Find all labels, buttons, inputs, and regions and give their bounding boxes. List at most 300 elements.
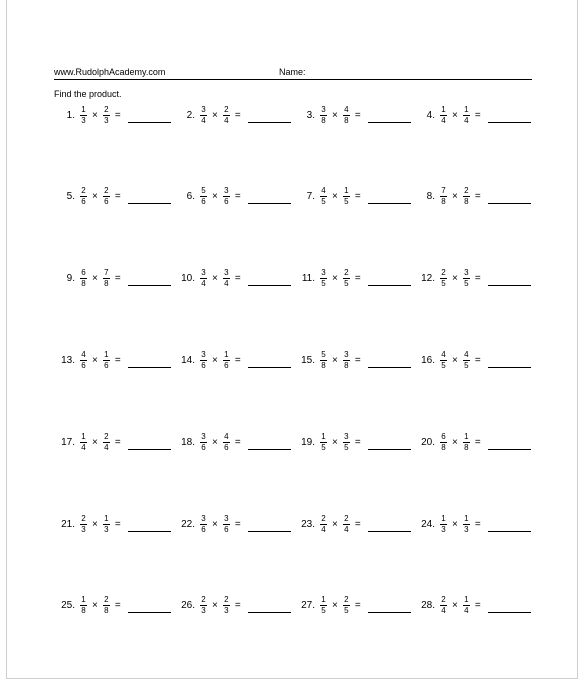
fraction bbox=[80, 269, 87, 288]
name-label: Name: bbox=[279, 67, 306, 77]
denominator: 5 bbox=[321, 279, 326, 289]
numerator: 3 bbox=[464, 268, 469, 278]
numerator: 4 bbox=[224, 431, 229, 441]
fraction bbox=[103, 269, 110, 288]
equals-sign: = bbox=[234, 273, 241, 285]
numerator: 4 bbox=[321, 186, 326, 196]
numerator: 1 bbox=[464, 431, 469, 441]
times-sign: × bbox=[212, 354, 218, 366]
denominator: 8 bbox=[81, 606, 86, 616]
fraction bbox=[343, 351, 350, 370]
denominator: 5 bbox=[344, 606, 349, 616]
denominator: 8 bbox=[441, 442, 446, 452]
fraction bbox=[320, 106, 327, 125]
times-sign: × bbox=[452, 436, 458, 448]
problem bbox=[174, 264, 294, 294]
answer-blank[interactable] bbox=[248, 273, 291, 286]
answer-blank[interactable] bbox=[368, 437, 411, 450]
problem bbox=[174, 591, 294, 621]
equals-sign: = bbox=[474, 109, 481, 121]
denominator: 6 bbox=[104, 360, 109, 370]
problem bbox=[174, 100, 294, 130]
numerator: 1 bbox=[81, 104, 86, 114]
times-sign: × bbox=[332, 436, 338, 448]
problem-number: 22. bbox=[181, 518, 195, 530]
equals-sign: = bbox=[234, 436, 241, 448]
numerator: 1 bbox=[321, 431, 326, 441]
problem bbox=[54, 100, 174, 130]
numerator: 6 bbox=[81, 268, 86, 278]
answer-blank[interactable] bbox=[368, 355, 411, 368]
problem-number: 6. bbox=[186, 191, 195, 203]
fraction bbox=[463, 433, 470, 452]
answer-blank[interactable] bbox=[128, 355, 171, 368]
times-sign: × bbox=[92, 191, 98, 203]
numerator: 7 bbox=[104, 268, 109, 278]
answer-blank[interactable] bbox=[488, 110, 531, 123]
problem-number: 14. bbox=[181, 354, 195, 366]
denominator: 8 bbox=[464, 442, 469, 452]
equals-sign: = bbox=[354, 354, 361, 366]
fraction bbox=[103, 106, 110, 125]
numerator: 2 bbox=[441, 595, 446, 605]
numerator: 1 bbox=[321, 595, 326, 605]
fraction bbox=[200, 269, 207, 288]
times-sign: × bbox=[92, 109, 98, 121]
answer-blank[interactable] bbox=[368, 273, 411, 286]
times-sign: × bbox=[332, 518, 338, 530]
problem bbox=[54, 591, 174, 621]
numerator: 3 bbox=[201, 431, 206, 441]
denominator: 6 bbox=[201, 197, 206, 207]
fraction bbox=[223, 187, 230, 206]
fraction bbox=[463, 351, 470, 370]
problem bbox=[54, 182, 174, 212]
problem-row bbox=[54, 509, 532, 539]
equals-sign: = bbox=[354, 109, 361, 121]
times-sign: × bbox=[452, 273, 458, 285]
fraction bbox=[440, 433, 447, 452]
fraction bbox=[200, 596, 207, 615]
problem bbox=[294, 591, 414, 621]
fraction bbox=[80, 433, 87, 452]
answer-blank[interactable] bbox=[488, 437, 531, 450]
numerator: 1 bbox=[441, 513, 446, 523]
denominator: 5 bbox=[464, 360, 469, 370]
answer-blank[interactable] bbox=[128, 600, 171, 613]
denominator: 4 bbox=[81, 442, 86, 452]
problem bbox=[414, 427, 534, 457]
equals-sign: = bbox=[114, 109, 121, 121]
denominator: 8 bbox=[81, 279, 86, 289]
problem-row bbox=[54, 427, 532, 457]
equals-sign: = bbox=[354, 518, 361, 530]
problem-number: 12. bbox=[421, 273, 435, 285]
fraction bbox=[440, 269, 447, 288]
denominator: 8 bbox=[464, 197, 469, 207]
numerator: 5 bbox=[201, 186, 206, 196]
numerator: 1 bbox=[104, 513, 109, 523]
fraction bbox=[320, 351, 327, 370]
numerator: 1 bbox=[344, 186, 349, 196]
numerator: 3 bbox=[344, 431, 349, 441]
times-sign: × bbox=[332, 109, 338, 121]
fraction bbox=[223, 269, 230, 288]
denominator: 3 bbox=[104, 524, 109, 534]
answer-blank[interactable] bbox=[248, 437, 291, 450]
numerator: 2 bbox=[224, 595, 229, 605]
fraction bbox=[200, 351, 207, 370]
answer-blank[interactable] bbox=[248, 110, 291, 123]
problem bbox=[414, 100, 534, 130]
numerator: 7 bbox=[441, 186, 446, 196]
numerator: 1 bbox=[81, 431, 86, 441]
problem-number: 9. bbox=[66, 273, 75, 285]
times-sign: × bbox=[332, 191, 338, 203]
numerator: 1 bbox=[464, 595, 469, 605]
denominator: 6 bbox=[104, 197, 109, 207]
problem-row bbox=[54, 264, 532, 294]
equals-sign: = bbox=[474, 600, 481, 612]
fraction bbox=[463, 187, 470, 206]
times-sign: × bbox=[92, 436, 98, 448]
times-sign: × bbox=[332, 600, 338, 612]
equals-sign: = bbox=[114, 518, 121, 530]
fraction bbox=[440, 515, 447, 534]
fraction bbox=[80, 351, 87, 370]
numerator: 3 bbox=[344, 349, 349, 359]
equals-sign: = bbox=[114, 273, 121, 285]
answer-blank[interactable] bbox=[128, 519, 171, 532]
denominator: 4 bbox=[344, 524, 349, 534]
answer-blank[interactable] bbox=[368, 600, 411, 613]
numerator: 1 bbox=[464, 513, 469, 523]
numerator: 2 bbox=[104, 104, 109, 114]
equals-sign: = bbox=[234, 354, 241, 366]
fraction bbox=[463, 269, 470, 288]
problem-number: 21. bbox=[61, 518, 75, 530]
answer-blank[interactable] bbox=[488, 519, 531, 532]
problem-number: 13. bbox=[61, 354, 75, 366]
times-sign: × bbox=[452, 109, 458, 121]
problem-number: 10. bbox=[181, 273, 195, 285]
numerator: 3 bbox=[201, 349, 206, 359]
answer-blank[interactable] bbox=[368, 519, 411, 532]
denominator: 5 bbox=[441, 360, 446, 370]
problem bbox=[174, 182, 294, 212]
times-sign: × bbox=[212, 109, 218, 121]
numerator: 2 bbox=[104, 595, 109, 605]
fraction bbox=[320, 596, 327, 615]
problem bbox=[294, 100, 414, 130]
denominator: 8 bbox=[321, 360, 326, 370]
numerator: 1 bbox=[464, 104, 469, 114]
denominator: 4 bbox=[441, 115, 446, 125]
fraction bbox=[80, 596, 87, 615]
problem bbox=[414, 182, 534, 212]
denominator: 6 bbox=[224, 197, 229, 207]
numerator: 2 bbox=[104, 186, 109, 196]
problem bbox=[174, 427, 294, 457]
denominator: 3 bbox=[81, 524, 86, 534]
answer-blank[interactable] bbox=[128, 110, 171, 123]
denominator: 3 bbox=[201, 606, 206, 616]
fraction bbox=[80, 187, 87, 206]
problem-number: 3. bbox=[306, 109, 315, 121]
denominator: 3 bbox=[104, 115, 109, 125]
denominator: 4 bbox=[224, 115, 229, 125]
denominator: 5 bbox=[321, 606, 326, 616]
denominator: 3 bbox=[224, 606, 229, 616]
numerator: 1 bbox=[441, 104, 446, 114]
denominator: 6 bbox=[201, 442, 206, 452]
answer-blank[interactable] bbox=[488, 273, 531, 286]
problem-number: 17. bbox=[61, 436, 75, 448]
numerator: 3 bbox=[321, 268, 326, 278]
equals-sign: = bbox=[474, 518, 481, 530]
answer-blank[interactable] bbox=[368, 191, 411, 204]
problem-number: 11. bbox=[301, 273, 315, 285]
problem-number: 8. bbox=[426, 191, 435, 203]
denominator: 4 bbox=[104, 442, 109, 452]
denominator: 4 bbox=[201, 115, 206, 125]
equals-sign: = bbox=[474, 354, 481, 366]
problem-number: 16. bbox=[421, 354, 435, 366]
equals-sign: = bbox=[114, 354, 121, 366]
fraction bbox=[320, 187, 327, 206]
equals-sign: = bbox=[114, 436, 121, 448]
answer-blank[interactable] bbox=[128, 273, 171, 286]
problem bbox=[294, 427, 414, 457]
denominator: 6 bbox=[224, 360, 229, 370]
site-url: www.RudolphAcademy.com bbox=[54, 67, 166, 77]
numerator: 6 bbox=[441, 431, 446, 441]
equals-sign: = bbox=[234, 109, 241, 121]
problem bbox=[54, 509, 174, 539]
times-sign: × bbox=[212, 518, 218, 530]
times-sign: × bbox=[92, 600, 98, 612]
fraction bbox=[320, 433, 327, 452]
denominator: 5 bbox=[344, 197, 349, 207]
numerator: 2 bbox=[441, 268, 446, 278]
denominator: 4 bbox=[321, 524, 326, 534]
fraction bbox=[223, 433, 230, 452]
fraction bbox=[103, 433, 110, 452]
numerator: 2 bbox=[81, 513, 86, 523]
equals-sign: = bbox=[354, 273, 361, 285]
denominator: 5 bbox=[321, 442, 326, 452]
numerator: 2 bbox=[344, 595, 349, 605]
problem-number: 18. bbox=[181, 436, 195, 448]
denominator: 6 bbox=[224, 442, 229, 452]
fraction bbox=[463, 515, 470, 534]
problem bbox=[54, 345, 174, 375]
fraction bbox=[440, 351, 447, 370]
numerator: 2 bbox=[104, 431, 109, 441]
numerator: 3 bbox=[201, 513, 206, 523]
problem-number: 19. bbox=[301, 436, 315, 448]
denominator: 8 bbox=[441, 197, 446, 207]
numerator: 4 bbox=[81, 349, 86, 359]
numerator: 3 bbox=[224, 513, 229, 523]
denominator: 5 bbox=[321, 197, 326, 207]
equals-sign: = bbox=[234, 191, 241, 203]
numerator: 1 bbox=[104, 349, 109, 359]
numerator: 4 bbox=[344, 104, 349, 114]
times-sign: × bbox=[452, 600, 458, 612]
problem-number: 27. bbox=[301, 600, 315, 612]
denominator: 5 bbox=[464, 279, 469, 289]
answer-blank[interactable] bbox=[488, 600, 531, 613]
problem-number: 5. bbox=[66, 191, 75, 203]
fraction bbox=[343, 433, 350, 452]
fraction bbox=[320, 515, 327, 534]
fraction bbox=[440, 187, 447, 206]
equals-sign: = bbox=[114, 191, 121, 203]
answer-blank[interactable] bbox=[248, 191, 291, 204]
denominator: 4 bbox=[224, 279, 229, 289]
header-rule bbox=[54, 79, 532, 80]
numerator: 2 bbox=[201, 595, 206, 605]
times-sign: × bbox=[92, 273, 98, 285]
problem bbox=[414, 591, 534, 621]
problem bbox=[294, 345, 414, 375]
denominator: 4 bbox=[441, 606, 446, 616]
equals-sign: = bbox=[354, 600, 361, 612]
problem bbox=[414, 509, 534, 539]
problem-row bbox=[54, 591, 532, 621]
numerator: 3 bbox=[201, 104, 206, 114]
fraction bbox=[223, 596, 230, 615]
problem-number: 7. bbox=[306, 191, 315, 203]
numerator: 4 bbox=[464, 349, 469, 359]
fraction bbox=[440, 106, 447, 125]
equals-sign: = bbox=[474, 273, 481, 285]
denominator: 8 bbox=[104, 606, 109, 616]
denominator: 8 bbox=[321, 115, 326, 125]
times-sign: × bbox=[92, 354, 98, 366]
fraction bbox=[463, 106, 470, 125]
numerator: 5 bbox=[321, 349, 326, 359]
numerator: 2 bbox=[344, 513, 349, 523]
problem bbox=[414, 264, 534, 294]
denominator: 3 bbox=[441, 524, 446, 534]
problem-row bbox=[54, 182, 532, 212]
fraction bbox=[223, 515, 230, 534]
denominator: 8 bbox=[104, 279, 109, 289]
problem-number: 25. bbox=[61, 600, 75, 612]
fraction bbox=[103, 187, 110, 206]
equals-sign: = bbox=[474, 436, 481, 448]
denominator: 4 bbox=[464, 115, 469, 125]
problem-number: 2. bbox=[186, 109, 195, 121]
times-sign: × bbox=[212, 600, 218, 612]
denominator: 6 bbox=[201, 524, 206, 534]
problem-number: 28. bbox=[421, 600, 435, 612]
answer-blank[interactable] bbox=[128, 191, 171, 204]
fraction bbox=[343, 515, 350, 534]
numerator: 3 bbox=[224, 268, 229, 278]
fraction bbox=[223, 351, 230, 370]
fraction bbox=[80, 106, 87, 125]
fraction bbox=[200, 433, 207, 452]
answer-blank[interactable] bbox=[488, 355, 531, 368]
denominator: 6 bbox=[81, 197, 86, 207]
fraction bbox=[440, 596, 447, 615]
fraction bbox=[200, 106, 207, 125]
equals-sign: = bbox=[354, 191, 361, 203]
denominator: 4 bbox=[464, 606, 469, 616]
numerator: 2 bbox=[464, 186, 469, 196]
equals-sign: = bbox=[234, 600, 241, 612]
numerator: 2 bbox=[224, 104, 229, 114]
numerator: 2 bbox=[81, 186, 86, 196]
equals-sign: = bbox=[354, 436, 361, 448]
equals-sign: = bbox=[114, 600, 121, 612]
times-sign: × bbox=[332, 273, 338, 285]
denominator: 8 bbox=[344, 115, 349, 125]
times-sign: × bbox=[452, 354, 458, 366]
problem-number: 20. bbox=[421, 436, 435, 448]
times-sign: × bbox=[452, 191, 458, 203]
problem-number: 15. bbox=[301, 354, 315, 366]
problem bbox=[174, 509, 294, 539]
problem-number: 4. bbox=[426, 109, 435, 121]
fraction bbox=[200, 187, 207, 206]
denominator: 6 bbox=[201, 360, 206, 370]
numerator: 3 bbox=[201, 268, 206, 278]
answer-blank[interactable] bbox=[248, 600, 291, 613]
fraction bbox=[320, 269, 327, 288]
answer-blank[interactable] bbox=[488, 191, 531, 204]
answer-blank[interactable] bbox=[368, 110, 411, 123]
fraction bbox=[463, 596, 470, 615]
times-sign: × bbox=[332, 354, 338, 366]
times-sign: × bbox=[452, 518, 458, 530]
problem bbox=[54, 427, 174, 457]
problem bbox=[294, 509, 414, 539]
numerator: 1 bbox=[81, 595, 86, 605]
fraction bbox=[103, 351, 110, 370]
numerator: 2 bbox=[321, 513, 326, 523]
fraction bbox=[343, 269, 350, 288]
fraction bbox=[343, 596, 350, 615]
instructions: Find the product. bbox=[54, 89, 122, 99]
answer-blank[interactable] bbox=[248, 519, 291, 532]
fraction bbox=[343, 106, 350, 125]
denominator: 8 bbox=[344, 360, 349, 370]
numerator: 3 bbox=[224, 186, 229, 196]
fraction bbox=[80, 515, 87, 534]
numerator: 3 bbox=[321, 104, 326, 114]
problem bbox=[54, 264, 174, 294]
denominator: 6 bbox=[224, 524, 229, 534]
fraction bbox=[103, 515, 110, 534]
problem-number: 26. bbox=[181, 600, 195, 612]
problem bbox=[294, 182, 414, 212]
answer-blank[interactable] bbox=[248, 355, 291, 368]
equals-sign: = bbox=[234, 518, 241, 530]
answer-blank[interactable] bbox=[128, 437, 171, 450]
denominator: 5 bbox=[344, 442, 349, 452]
numerator: 1 bbox=[224, 349, 229, 359]
denominator: 5 bbox=[344, 279, 349, 289]
fraction bbox=[103, 596, 110, 615]
problem bbox=[414, 345, 534, 375]
times-sign: × bbox=[212, 436, 218, 448]
fraction bbox=[343, 187, 350, 206]
denominator: 3 bbox=[464, 524, 469, 534]
